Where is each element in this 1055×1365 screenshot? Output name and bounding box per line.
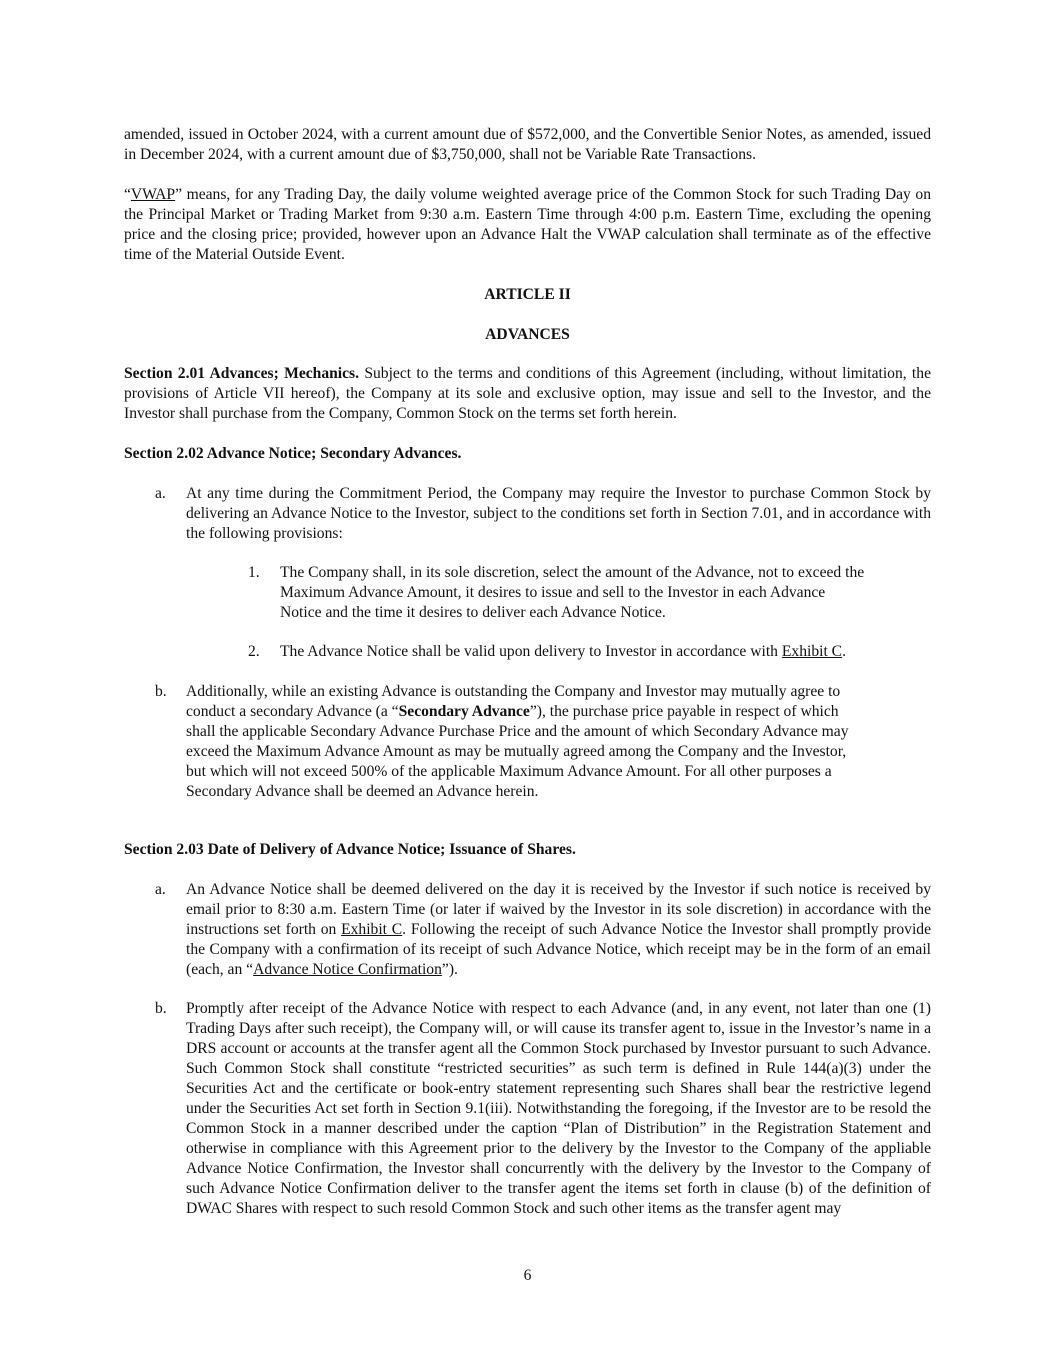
sub-1-line: Maximum Advance Amount, it desires to issue and sell to the Investor in each Advance xyxy=(280,584,826,601)
item-a-text-before: An Advance Notice shall be deemed delivered on the day it is received by the Investor if such notice is received by email prior to 8:30 a.m. Eastern Time (or later if waived by the Investor in its sole discretion) in accordance with the instructions set forth on xyxy=(186,881,931,938)
item-b-line: but which will not exceed 500% of the applicable Maximum Advance Amount. For all other purposes a xyxy=(186,763,832,780)
section-2-01 xyxy=(124,364,931,424)
section-2-02-item-a: At any time during the Commitment Period, the Company may require the Investor to purchase Common Stock by delivering an Advance Notice to the Investor, subject to the conditions set forth in Section 7.01, and in accordance with the following provisions: xyxy=(186,485,931,542)
secondary-advance-term: Secondary Advance xyxy=(398,703,530,720)
sub-1-line: Notice and the time it desires to deliver each Advance Notice. xyxy=(280,604,666,621)
section-2-02-sub-2-marker: 2. xyxy=(248,643,260,660)
section-2-01-text: Subject to the terms and conditions of this Agreement (including, without limitation, the provisions of Article VII hereof), the Company at its sole and exclusive option, may issue and sell to the Investor, and the Investor shall purchase from the Company, Common Stock on the terms set forth herein. xyxy=(124,365,931,422)
item-b-line: Additionally, while an existing Advance is outstanding the Company and Investor may mutually agree to xyxy=(186,683,841,700)
section-2-03-item-b: Promptly after receipt of the Advance Notice with respect to each Advance (and, in any event, not later than one (1) Trading Days after such receipt), the Company will, or will cause its transfer agent to, issue in the Investor’s name in a DRS account or accounts at the transfer agent all the Common Stock purchased by Investor pursuant to such Advance. Such Common Stock shall constitute “restricted securities” as such term is defined in Rule 144(a)(3) under the Securities Act and the certificate or book-entry statement representing such Shares shall bear the restrictive legend under the Securities Act set forth in Section 9.1(iii). Notwithstanding the foregoing, if the Investor are to be resold the Common Stock in a manner described under the caption “Plan of Distribution” in the Registration Statement and otherwise in compliance with this Agreement prior to the delivery by the Investor to the Company of the appliable Advance Notice Confirmation, the Investor shall concurrently with the delivery by the Investor to the Company of such Advance Notice Confirmation deliver to the transfer agent the items set forth in clause (b) of the definition of DWAC Shares with respect to such resold Common Stock and such other items as the transfer agent may xyxy=(186,1000,931,1217)
section-2-03-item-b-marker: b. xyxy=(155,1000,167,1017)
item-a-text-after: ”). xyxy=(441,961,458,978)
section-2-02-heading: Section 2.02 Advance Notice; Secondary Advances. xyxy=(124,445,462,462)
section-2-03-heading: Section 2.03 Date of Delivery of Advance Notice; Issuance of Shares. xyxy=(124,841,576,858)
item-a-text-middle: . Following the receipt of such Advance Notice the Investor shall promptly provide the Company with a confirmation of its receipt of such Advance Notice, which receipt may be in the form of an email (each, an “ xyxy=(186,921,931,978)
advance-notice-confirmation-term: Advance Notice Confirmation xyxy=(253,961,442,978)
article-title: ADVANCES xyxy=(485,326,570,343)
section-2-03-item-a-marker: a. xyxy=(155,881,166,898)
article-number: ARTICLE II xyxy=(484,286,571,303)
section-2-02-sub-2 xyxy=(280,642,931,662)
section-2-02-item-b xyxy=(186,682,931,802)
sub-1-line: The Company shall, in its sole discretion, select the amount of the Advance, not to exceed the xyxy=(280,564,865,581)
sub-2-text: The Advance Notice shall be valid upon delivery to Investor in accordance with xyxy=(280,643,782,660)
vwap-definition xyxy=(124,185,931,265)
vwap-open-quote: “ xyxy=(124,186,131,203)
item-b-line2-after: ”), the purchase price payable in respect of which xyxy=(529,703,839,720)
item-b-line2-before: conduct a secondary Advance (a “ xyxy=(186,703,399,720)
vwap-definition-text: ” means, for any Trading Day, the daily volume weighted average price of the Common Stock for such Trading Day on the Principal Market or Trading Market from 9:30 a.m. Eastern Time through 4:00 p.m. Eastern Time, excluding the opening price and the closing price; provided, however upon an Advance Halt the VWAP calculation shall terminate as of the effective time of the Material Outside Event. xyxy=(124,186,931,263)
sub-2-period: . xyxy=(842,643,846,660)
item-b-line: shall the applicable Secondary Advance Purchase Price and the amount of which Secondary Advance may xyxy=(186,723,849,740)
vwap-term: VWAP xyxy=(130,186,176,203)
section-2-02-item-b-marker: b. xyxy=(155,683,167,700)
section-2-02-item-a-marker: a. xyxy=(155,485,166,502)
section-2-02-sub-1-marker: 1. xyxy=(248,564,260,581)
item-b-line: Secondary Advance shall be deemed an Advance herein. xyxy=(186,783,539,800)
exhibit-c-link[interactable]: Exhibit C xyxy=(781,643,843,660)
section-2-03-item-a xyxy=(186,880,931,980)
section-2-02-sub-1 xyxy=(280,563,931,623)
exhibit-c-link[interactable]: Exhibit C xyxy=(341,921,403,938)
item-b-line xyxy=(186,702,931,722)
page-number: 6 xyxy=(523,1267,532,1284)
section-2-01-heading: Section 2.01 Advances; Mechanics. xyxy=(124,365,360,382)
item-b-line: exceed the Maximum Advance Amount as may be mutually agreed among the Company and the Investor, xyxy=(186,743,847,760)
intro-paragraph: amended, issued in October 2024, with a current amount due of $572,000, and the Convertible Senior Notes, as amended, issued in December 2024, with a current amount due of $3,750,000, shall not be Variable Rate Transactions. xyxy=(124,126,931,163)
